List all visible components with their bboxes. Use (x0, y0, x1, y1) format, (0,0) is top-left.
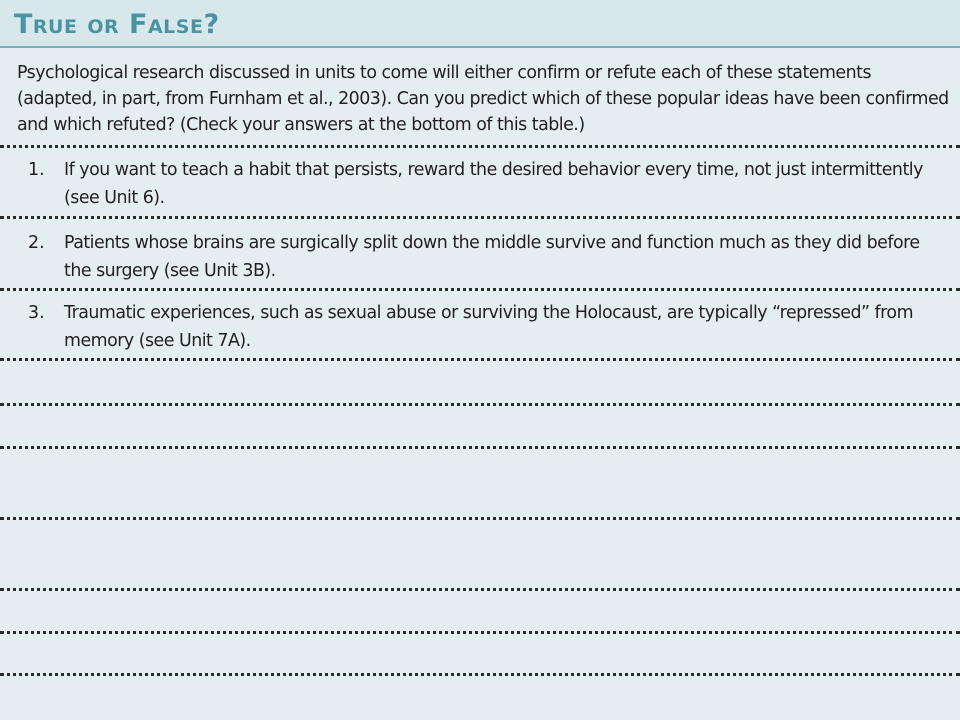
dotted-divider (0, 588, 960, 591)
item-number: 3. (28, 303, 45, 323)
item-number: 1. (28, 160, 45, 180)
dotted-divider (0, 358, 960, 361)
item-number: 2. (28, 233, 45, 253)
dotted-divider (0, 631, 960, 634)
intro-paragraph: Psychological research discussed in units to come will either confirm or refute each of these statements (adapted, in part, from Furnham et al., 2003). Can you predict which of these popular ideas have been confirmed and which refuted? (Check your answers at the bottom of this table.) (17, 63, 949, 135)
dotted-divider (0, 446, 960, 449)
dotted-divider (0, 145, 960, 148)
dotted-divider (0, 673, 960, 676)
item-text: Traumatic experiences, such as sexual abuse or surviving the Holocaust, are typically “repressed” from memory (see Unit 7A). (64, 303, 914, 351)
panel-header (0, 0, 960, 48)
item-text: Patients whose brains are surgically split down the middle survive and function much as they did before the surgery (see Unit 3B). (64, 233, 920, 281)
item-text: If you want to teach a habit that persists, reward the desired behavior every time, not just intermittently (see Unit 6). (64, 160, 923, 208)
panel-title: True or False? (14, 9, 220, 40)
dotted-divider (0, 403, 960, 406)
dotted-divider (0, 216, 960, 219)
dotted-divider (0, 288, 960, 291)
dotted-divider (0, 517, 960, 520)
